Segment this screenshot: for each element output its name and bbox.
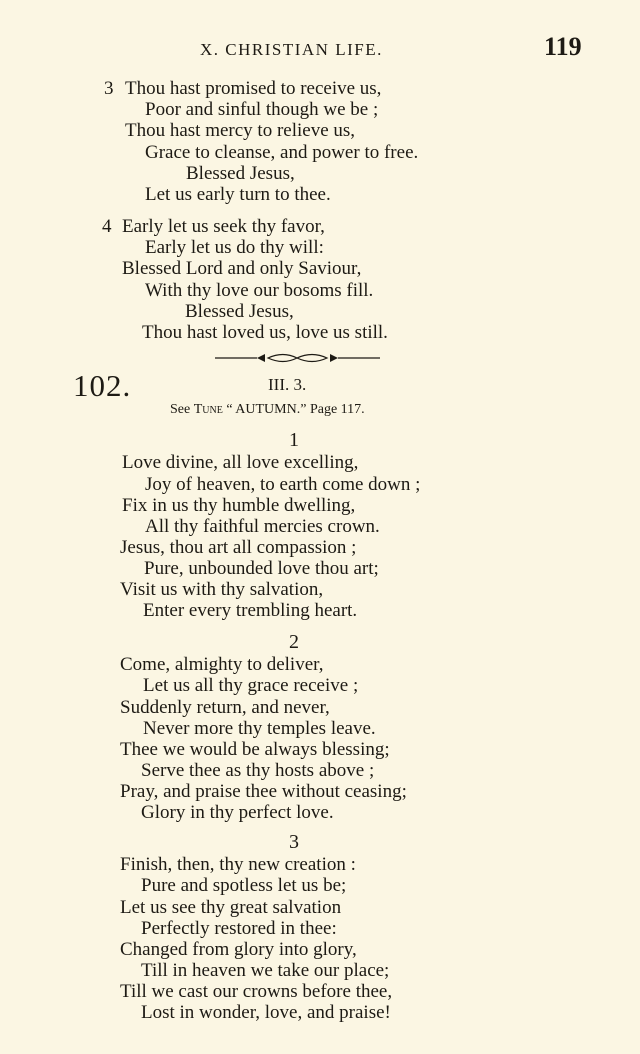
verse-line: Blessed Lord and only Saviour, <box>122 258 362 279</box>
verse-line: All thy faithful mercies crown. <box>145 516 380 537</box>
verse-line: Changed from glory into glory, <box>120 939 357 960</box>
verse-line: Love divine, all love excelling, <box>122 452 359 473</box>
verse-line: Thou hast mercy to relieve us, <box>125 120 356 141</box>
verse-line: Till in heaven we take our place; <box>141 960 390 981</box>
verse-line: Early let us seek thy favor, <box>122 216 325 237</box>
verse-line: Blessed Jesus, <box>186 163 295 184</box>
page-header <box>0 32 640 62</box>
tune-ref-word: Tune <box>193 402 223 417</box>
verse-line: Let us all thy grace receive ; <box>143 675 359 696</box>
verse-line: Let us early turn to thee. <box>145 184 331 205</box>
hymn-number: 102. <box>73 368 132 403</box>
verse-number: 1 <box>289 429 299 451</box>
stanza-number: 3 <box>104 78 114 99</box>
ornamental-divider <box>215 351 380 365</box>
verse-line: Thou hast loved us, love us still. <box>142 322 388 343</box>
verse-line: Pure, unbounded love thou art; <box>144 558 379 579</box>
verse-line: With thy love our bosoms fill. <box>145 280 374 301</box>
verse-line: Fix in us thy humble dwelling, <box>122 495 356 516</box>
verse-line: Finish, then, thy new creation : <box>120 854 356 875</box>
verse-line: Enter every trembling heart. <box>143 600 358 621</box>
tune-reference <box>170 402 365 418</box>
tune-name: “ AUTUMN.” <box>226 402 307 417</box>
verse-line: Till we cast our crowns before thee, <box>120 981 393 1002</box>
tune-page: Page 117. <box>309 402 365 417</box>
verse-line: Pray, and praise thee without ceasing; <box>120 781 407 802</box>
verse-line: Perfectly restored in thee: <box>141 918 337 939</box>
page-number: 119 <box>544 32 582 61</box>
verse-line: Early let us do thy will: <box>145 237 324 258</box>
verse-line: Pure and spotless let us be; <box>141 875 347 896</box>
verse-line: Thee we would be always blessing; <box>120 739 390 760</box>
verse-line: Joy of heaven, to earth come down ; <box>145 474 421 495</box>
verse-line: Suddenly return, and never, <box>120 697 330 718</box>
verse-line: Jesus, thou art all compassion ; <box>120 537 357 558</box>
hymn-meter: III. 3. <box>268 375 307 394</box>
tune-ref-prefix: See <box>170 402 191 417</box>
stanza-number: 4 <box>102 216 112 237</box>
verse-line: Blessed Jesus, <box>185 301 294 322</box>
verse-line: Poor and sinful though we be ; <box>145 99 379 120</box>
verse-line: Never more thy temples leave. <box>143 718 376 739</box>
running-head: X. CHRISTIAN LIFE. <box>200 40 383 59</box>
verse-number: 3 <box>289 831 299 853</box>
verse-line: Lost in wonder, love, and praise! <box>141 1002 391 1023</box>
verse-number: 2 <box>289 631 299 653</box>
verse-line: Grace to cleanse, and power to free. <box>145 142 419 163</box>
verse-line: Glory in thy perfect love. <box>141 802 334 823</box>
verse-line: Come, almighty to deliver, <box>120 654 324 675</box>
verse-line: Visit us with thy salvation, <box>120 579 324 600</box>
verse-line: Thou hast promised to receive us, <box>125 78 382 99</box>
verse-line: Serve thee as thy hosts above ; <box>141 760 375 781</box>
verse-line: Let us see thy great salvation <box>120 897 342 918</box>
